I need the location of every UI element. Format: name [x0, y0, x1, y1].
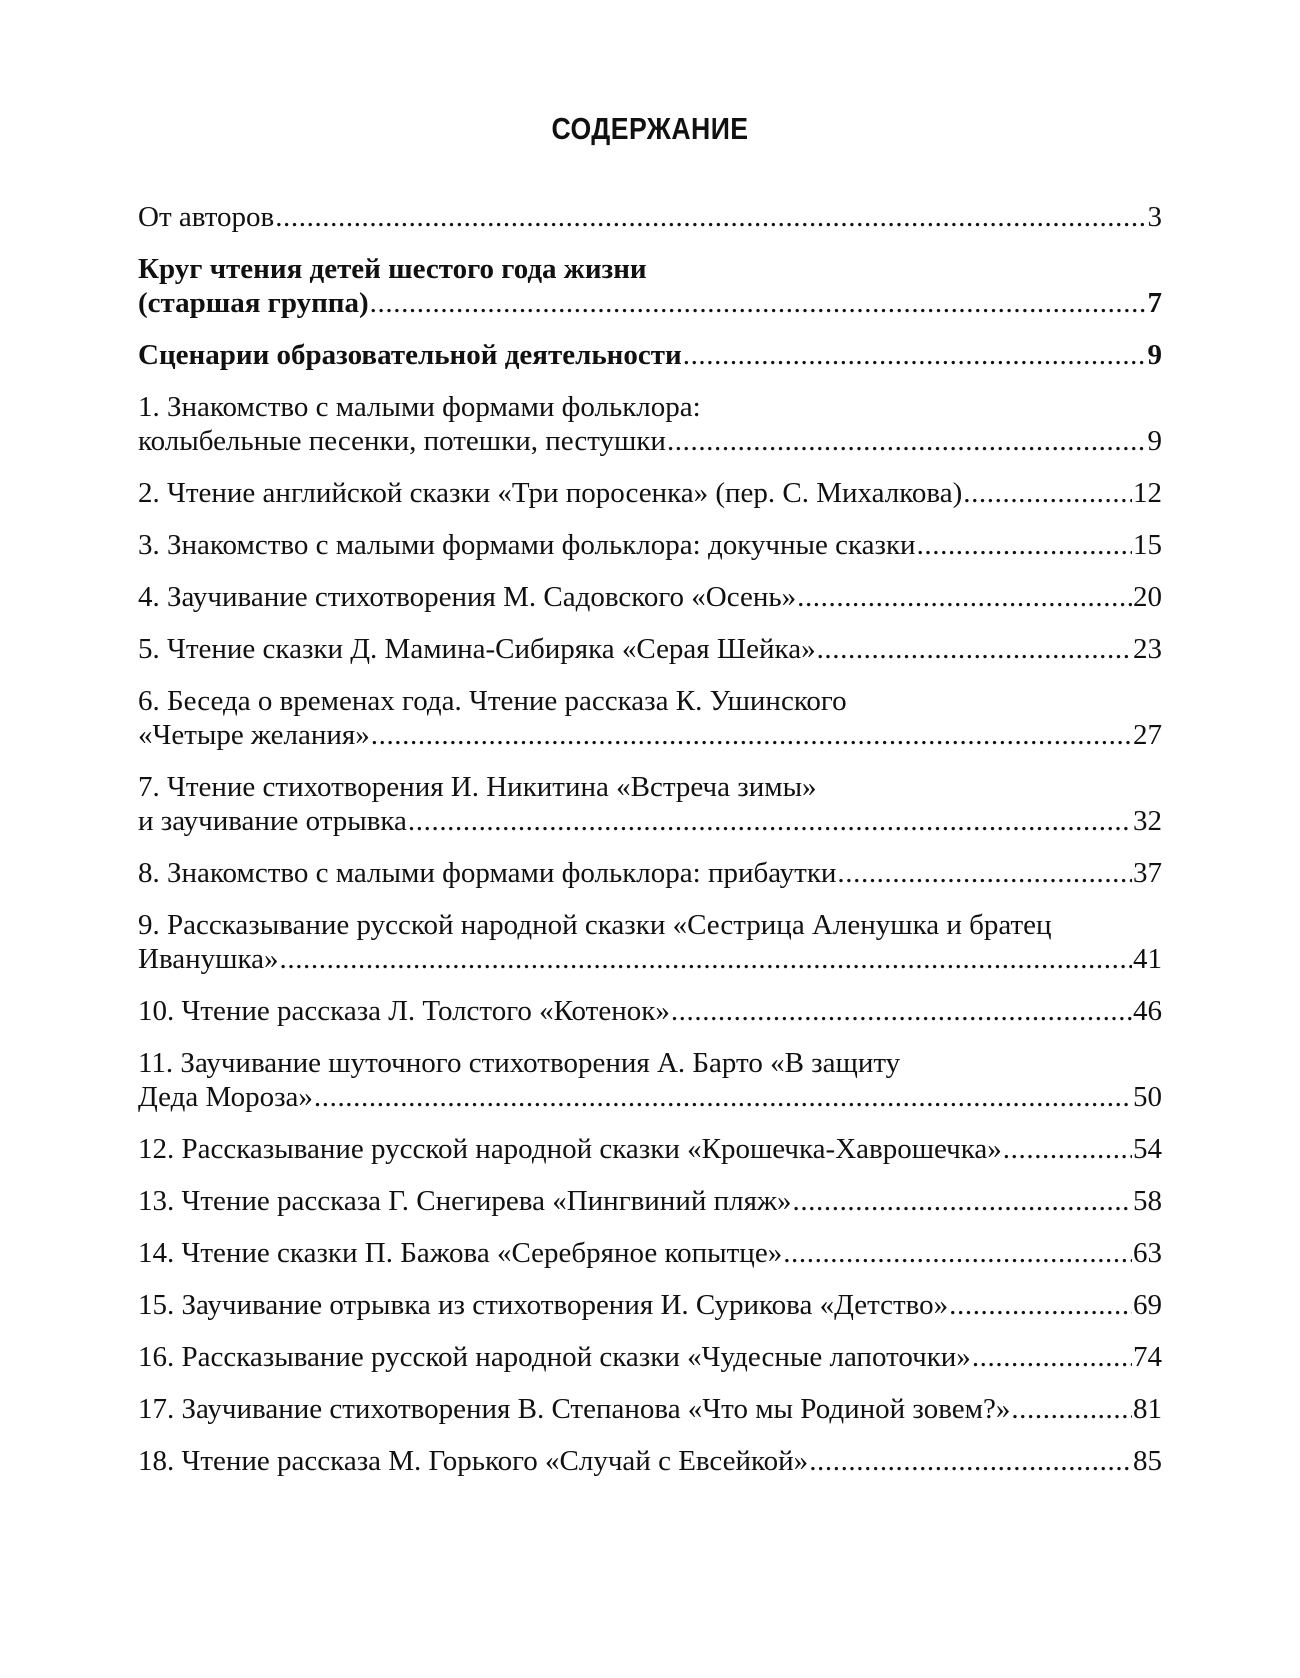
toc-page-number: 15 [1133, 529, 1162, 561]
toc-page-number: 69 [1133, 1289, 1162, 1321]
toc-entry-line [138, 1132, 1162, 1166]
page-title: СОДЕРЖАНИЕ [551, 111, 749, 146]
toc-entry [138, 994, 1162, 1028]
dot-leader [792, 1184, 1132, 1218]
toc-entry-line [138, 476, 1162, 510]
toc-entry [138, 770, 1162, 838]
toc-entry-line [138, 200, 1162, 234]
toc-entry-text: 17. Заучивание стихотворения В. Степанова «Что мы Родиной зовем?» [138, 1393, 1011, 1425]
toc-page-number: 23 [1133, 633, 1162, 665]
toc-entry-text: 18. Чтение рассказа М. Горького «Случай с Евсейкой» [138, 1445, 809, 1477]
toc-entry-text: «Четыре желания» [138, 719, 370, 751]
dot-leader [972, 1340, 1132, 1374]
toc-entry-text: 10. Чтение рассказа Л. Толстого «Котенок» [138, 995, 670, 1027]
toc-entry-text: и заучивание отрывка [138, 805, 407, 837]
toc-entry-line [138, 908, 1162, 942]
toc-entry [138, 200, 1162, 234]
toc-entry-line [138, 942, 1162, 976]
dot-leader [809, 1444, 1132, 1478]
toc-entry-line [138, 1080, 1162, 1114]
toc-entry [138, 580, 1162, 614]
toc-entry [138, 390, 1162, 458]
dot-leader [963, 476, 1132, 510]
toc-entry-text: Сценарии образовательной деятельности [138, 339, 682, 371]
toc-entry-text: 2. Чтение английской сказки «Три поросенка» (пер. С. Михалкова) [138, 477, 963, 509]
toc-entry-text: 1. Знакомство с малыми формами фольклора: [138, 391, 701, 423]
dot-leader [1003, 1132, 1132, 1166]
dot-leader [797, 580, 1132, 614]
dot-leader [837, 856, 1132, 890]
toc-page-number: 41 [1133, 943, 1162, 975]
dot-leader [671, 994, 1132, 1028]
toc-entry-line [138, 390, 1162, 424]
toc-list [138, 200, 1162, 1478]
dot-leader [683, 338, 1147, 372]
dot-leader [408, 804, 1132, 838]
toc-entry-text: 11. Заучивание шуточного стихотворения А. Барто «В защиту [138, 1047, 901, 1079]
toc-page-number: 85 [1133, 1445, 1162, 1477]
toc-entry-text: 3. Знакомство с малыми формами фольклора: докучные сказки [138, 529, 916, 561]
toc-entry-line [138, 632, 1162, 666]
toc-entry-text: (старшая группа) [138, 287, 369, 319]
toc-page-number: 9 [1147, 339, 1162, 371]
toc-entry-line [138, 856, 1162, 890]
toc-entry [138, 1184, 1162, 1218]
toc-entry-text: 6. Беседа о временах года. Чтение рассказа К. Ушинского [138, 685, 847, 717]
toc-entry [138, 338, 1162, 372]
toc-entry [138, 856, 1162, 890]
toc-entry [138, 1132, 1162, 1166]
toc-entry-line [138, 770, 1162, 804]
toc-entry-text: 12. Рассказывание русской народной сказки «Крошечка-Хаврошечка» [138, 1133, 1002, 1165]
toc-entry [138, 1288, 1162, 1322]
toc-page-number: 20 [1133, 581, 1162, 613]
dot-leader [917, 528, 1132, 562]
toc-entry-line [138, 1288, 1162, 1322]
toc-entry-line [138, 338, 1162, 372]
toc-page-number: 37 [1133, 857, 1162, 889]
dot-leader [949, 1288, 1132, 1322]
toc-entry-line [138, 1392, 1162, 1426]
toc-entry-text: 8. Знакомство с малыми формами фольклора: прибаутки [138, 857, 837, 889]
dot-leader [314, 1080, 1132, 1114]
toc-entry-text: 4. Заучивание стихотворения М. Садовского «Осень» [138, 581, 797, 613]
toc-page-number: 81 [1133, 1393, 1162, 1425]
toc-entry-line [138, 1184, 1162, 1218]
toc-entry-text: 14. Чтение сказки П. Бажова «Серебряное копытце» [138, 1237, 783, 1269]
toc-entry [138, 632, 1162, 666]
toc-entry [138, 1046, 1162, 1114]
toc-entry-line [138, 684, 1162, 718]
toc-entry-line [138, 252, 1162, 286]
toc-entry [138, 1444, 1162, 1478]
toc-page-number: 74 [1133, 1341, 1162, 1373]
toc-entry-line [138, 1444, 1162, 1478]
toc-entry-line [138, 718, 1162, 752]
toc-entry-text: 16. Рассказывание русской народной сказки «Чудесные лапоточки» [138, 1341, 971, 1373]
toc-page-number: 27 [1133, 719, 1162, 751]
toc-page-number: 7 [1147, 287, 1162, 319]
toc-page-number: 32 [1133, 805, 1162, 837]
toc-entry-line [138, 528, 1162, 562]
toc-page-number: 46 [1133, 995, 1162, 1027]
toc-entry-line [138, 804, 1162, 838]
toc-page-number: 54 [1133, 1133, 1162, 1165]
dot-leader [817, 632, 1132, 666]
toc-page-number: 9 [1147, 425, 1162, 457]
toc-entry [138, 1340, 1162, 1374]
toc-entry-text: 5. Чтение сказки Д. Мамина-Сибиряка «Серая Шейка» [138, 633, 816, 665]
toc-entry [138, 684, 1162, 752]
toc-entry [138, 1392, 1162, 1426]
toc-page-number: 63 [1133, 1237, 1162, 1269]
toc-page-number: 50 [1133, 1081, 1162, 1113]
toc-entry [138, 476, 1162, 510]
toc-entry [138, 1236, 1162, 1270]
toc-entry-text: 9. Рассказывание русской народной сказки «Сестрица Аленушка и братец [138, 909, 1052, 941]
dot-leader [370, 286, 1147, 320]
toc-entry [138, 908, 1162, 976]
toc-entry-text: Иванушка» [138, 943, 279, 975]
dot-leader [371, 718, 1132, 752]
toc-entry-line [138, 1236, 1162, 1270]
toc-entry-text: 13. Чтение рассказа Г. Снегирева «Пингвиний пляж» [138, 1185, 792, 1217]
toc-entry-text: Круг чтения детей шестого года жизни [138, 253, 647, 285]
dot-leader [667, 424, 1147, 458]
toc-entry-text: 15. Заучивание отрывка из стихотворения И. Сурикова «Детство» [138, 1289, 949, 1321]
dot-leader [280, 942, 1133, 976]
toc-entry-line [138, 994, 1162, 1028]
toc-page-number: 3 [1147, 201, 1162, 233]
toc-entry-line [138, 1340, 1162, 1374]
dot-leader [275, 200, 1146, 234]
toc-entry [138, 252, 1162, 320]
dot-leader [783, 1236, 1132, 1270]
toc-entry-line [138, 424, 1162, 458]
toc-page-number: 58 [1133, 1185, 1162, 1217]
toc-page-number: 12 [1133, 477, 1162, 509]
dot-leader [1011, 1392, 1132, 1426]
toc-entry [138, 528, 1162, 562]
toc-entry-text: 7. Чтение стихотворения И. Никитина «Встреча зимы» [138, 771, 817, 803]
toc-entry-line [138, 1046, 1162, 1080]
toc-entry-text: колыбельные песенки, потешки, пестушки [138, 425, 666, 457]
toc-entry-line [138, 286, 1162, 320]
toc-entry-text: От авторов [138, 201, 275, 233]
toc-entry-line [138, 580, 1162, 614]
toc-entry-text: Деда Мороза» [138, 1081, 313, 1113]
